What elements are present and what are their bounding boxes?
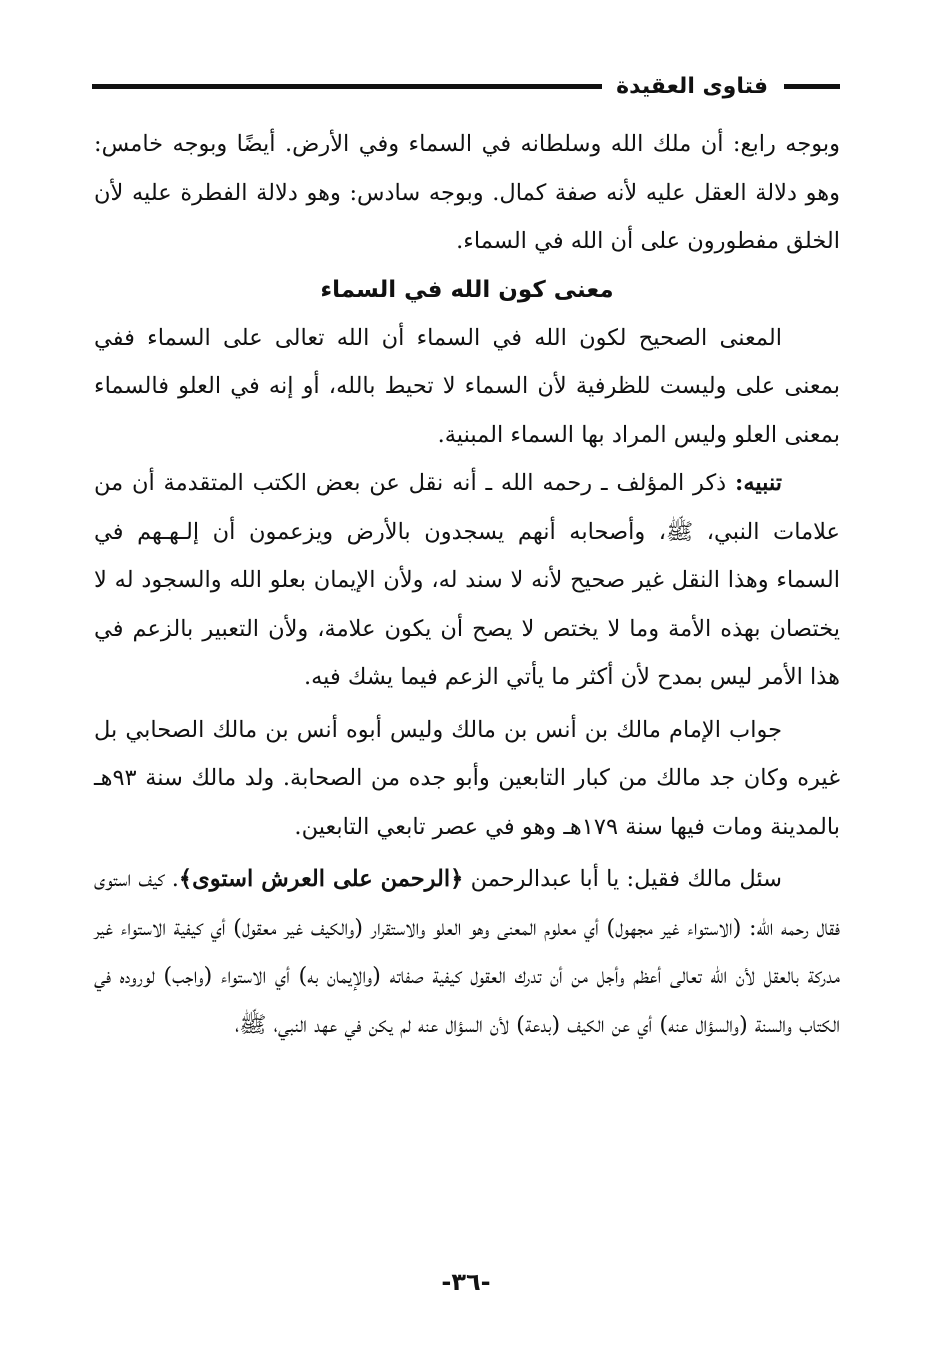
paragraph-3-lead: تنبيه: (735, 470, 783, 496)
paragraph-2: المعنى الصحيح لكون الله في السماء أن الله تعالى على السماء ففي بمعنى على وليست للظرفية لأن السماء لا تحيط بالله، أو إنه في العلو فالسماء بمعنى العلو وليس المراد بها السماء المبنية. (94, 324, 840, 448)
paragraph-5-rest: . كيف استوى فقال رحمه الله: (الاستواء غير مجهول) أي معلوم المعنى وهو العلو والاستقرار (والكيف غير معقول) أي كيفية الاستواء غير مدركة بالعقل لأن الله تعالى أعظم وأجل من أن تدرك العقول كيفية صفاته (والإيمان به) أي الاستواء (واجب) لوروده في الكتاب والسنة (والسؤال عنه) أي عن الكيف (بدعة) لأن السؤال عنه لم يكن في عهد النبي، ﷺ، (94, 866, 840, 1038)
paragraph-5 (94, 855, 840, 1049)
paragraph-3 (94, 459, 840, 702)
section-heading: معنى كون الله في السماء (320, 276, 614, 303)
page-number: -٣٦- (441, 1268, 491, 1296)
paragraph-5-start: سئل مالك فقيل: يا أبا عبدالرحمن (470, 866, 783, 892)
header-rule-short (784, 84, 840, 89)
paragraph-3-text: ذكر المؤلف ـ رحمه الله ـ أنه نقل عن بعض الكتب المتقدمة أن من علامات النبي، ﷺ، وأصحابه أنهم يسجدون بالأرض ويزعمون أن إلـهـهم في السماء وهذا النقل غير صحيح لأنه لا سند له، ولأن الإيمان بعلو الله والسجود له لا يختصان بهذه الأمة وما لا يختص لا يصح أن يكون علامة، ولأن التعبير بالزعم في هذا الأمر ليس بمدح لأن أكثر ما يأتي الزعم فيما يشك فيه. (94, 470, 840, 690)
header-title: فتاوى العقيدة (616, 73, 768, 99)
paragraph-1: وبوجه رابع: أن ملك الله وسلطانه في السماء وفي الأرض. أيضًا وبوجه خامس: وهو دلالة العقل عليه لأنه صفة كمال. وبوجه سادس: وهو دلالة الفطرة عليه لأن الخلق مفطورون على أن الله في السماء. (94, 131, 840, 254)
paragraph-4: جواب الإمام مالك بن أنس بن مالك وليس أبوه أنس بن مالك الصحابي بل غيره وكان جد مالك من كبار التابعين وأبو جده من الصحابة. ولد مالك سنة ٩٣هـ بالمدينة ومات فيها سنة ١٧٩هـ وهو في عصر تابعي التابعين. (94, 716, 840, 840)
running-header (92, 66, 840, 106)
body-text (94, 120, 840, 1049)
quran-quote: ﴿الرحمن على العرش استوى﴾ (178, 866, 464, 892)
header-rule-long (92, 84, 602, 89)
